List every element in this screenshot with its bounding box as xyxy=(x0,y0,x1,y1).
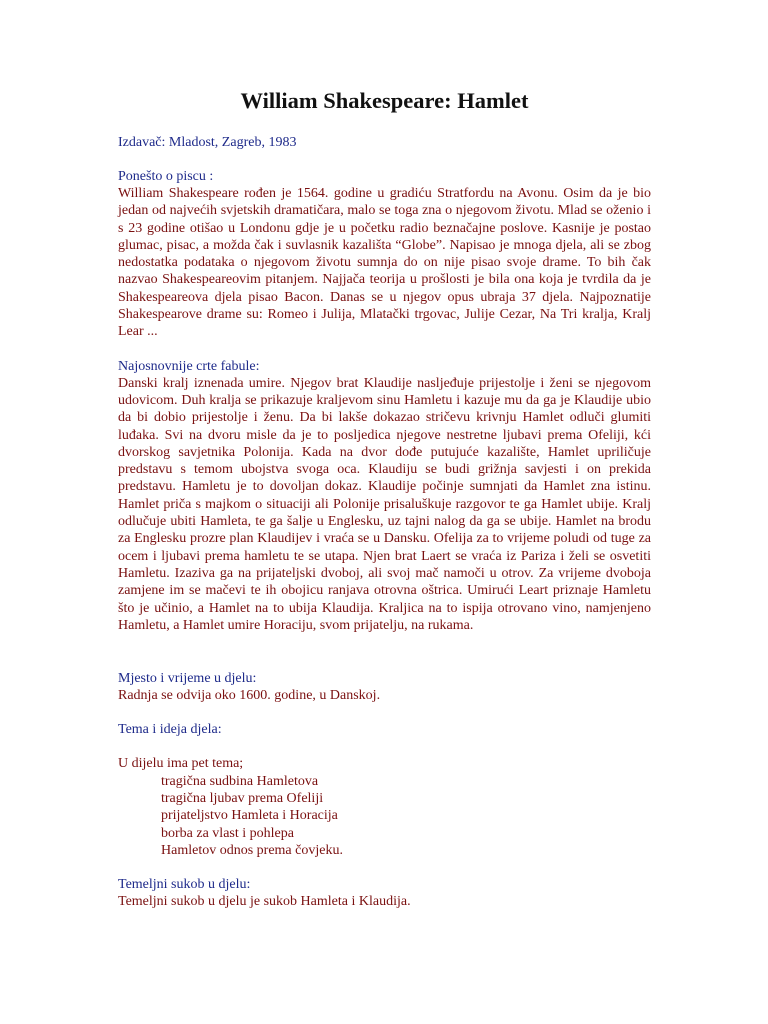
theme-section xyxy=(118,721,651,859)
about-author-section xyxy=(118,168,651,341)
about-author-heading: Ponešto o piscu : xyxy=(118,169,214,184)
theme-list-item: tragična sudbina Hamletova xyxy=(161,773,319,789)
theme-list-item: Hamletov odnos prema čovjeku. xyxy=(161,842,343,858)
about-author-text: William Shakespeare rođen je 1564. godine u gradiću Stratfordu na Avonu. Osim da je bio jedan od najvećih svjetskih dramatičara, malo se toga zna o njegovom životu. Mlad se oženio i s 23 godine otišao u Londonu gdje je u početku radio beznačajne poslove. Kasnije je postao glumac, pisac, a možda čak i suvlasnik kazališta “Globe”. Napisao je mnoga djela, ali se zbog nedostatka podataka o njegovom životu sumnja do on nije pisao svoje drame. To bih čak nazvao Shakespeareovim pitanjem. Najjača teorija u prošlosti je bila ona koja je tvrdila da je Shakespeareova djela pisao Bacon. Danas se u njegov opus ubraja 37 djela. Najpoznatije Shakespearove drame su: Romeo i Julija, Mlatački trgovac, Julije Cezar, Na Tri kralja, Kralj Lear ... xyxy=(118,186,651,340)
setting-text: Radnja se odvija oko 1600. godine, u Danskoj. xyxy=(118,688,381,704)
plot-text: Danski kralj iznenada umire. Njegov brat Klaudije nasljeđuje prijestolje i ženi se njegovom udovicom. Duh kralja se prikazuje kraljevom sinu Hamletu i kazuje mu da ga je Klaudije ubio da bi dobio prijestolje i ženu. Da bi lakše dokazao stričevu krivnju Hamlet odluči glumiti luđaka. Svi na dvoru misle da je to posljedica njegove nestretne ljubavi prema Ofeliji, kći dvorskog savjetnika Polonija. Kada na dvor dođe putujuće kazalište, Hamlet upriličuje predstavu s temom ubojstva svoga oca. Klaudiju se budi grižnja savjesti i on prekida predstavu. Hamletu je to dovoljan dokaz. Klaudije počinje sumnjati da Hamlet zna istinu. Hamlet priča s majkom o situaciji ali Polonije prisaluškuje razgovor te ga Hamlet ubije. Kralj odlučuje ubiti Hamleta, te ga šalje u Englesku, uz tajni nalog da ga se ubije. Hamlet na brodu za Englesku prozre plan Klaudijev i vraća se u Dansku. Ofelija za to vrijeme poludi od tuge za ocem i ljubavi prema hamletu te se utapa. Njen brat Laert se vraća iz Pariza i želi se osvetiti Hamletu. Izaziva ga na prijateljski dvoboj, ali svoj mač namoči u otrov. Za vrijeme dvoboja zamjene im se mačevi te ih obojicu ranjava otrovna oštrica. Umirući Leart priznaje Hamletu što je učinio, a Hamlet na to ubija Klaudija. Kraljica na to ispija otrovano vino, namjenjeno Hamletu, a Hamlet umire Horaciju, svom prijatelju, na rukama. xyxy=(118,375,651,633)
theme-list-item: prijateljstvo Hamleta i Horacija xyxy=(161,808,338,824)
plot-section xyxy=(118,358,651,634)
document-page xyxy=(118,88,651,911)
theme-heading: Tema i ideja djela: xyxy=(118,722,222,738)
theme-intro: U dijelu ima pet tema; xyxy=(118,756,244,772)
theme-list-item: tragična ljubav prema Ofeliji xyxy=(161,791,324,807)
conflict-text: Temeljni sukob u djelu je sukob Hamleta i Klaudija. xyxy=(118,894,411,910)
theme-list xyxy=(118,773,651,859)
publisher-line: Izdavač: Mladost, Zagreb, 1983 xyxy=(118,135,297,150)
setting-section xyxy=(118,670,651,704)
conflict-heading: Temeljni sukob u djelu: xyxy=(118,877,251,893)
theme-list-item: borba za vlast i pohlepa xyxy=(161,825,294,841)
document-title: William Shakespeare: Hamlet xyxy=(240,88,529,113)
setting-heading: Mjesto i vrijeme u djelu: xyxy=(118,671,257,687)
plot-heading: Najosnovnije crte fabule: xyxy=(118,358,260,374)
conflict-section xyxy=(118,876,651,910)
